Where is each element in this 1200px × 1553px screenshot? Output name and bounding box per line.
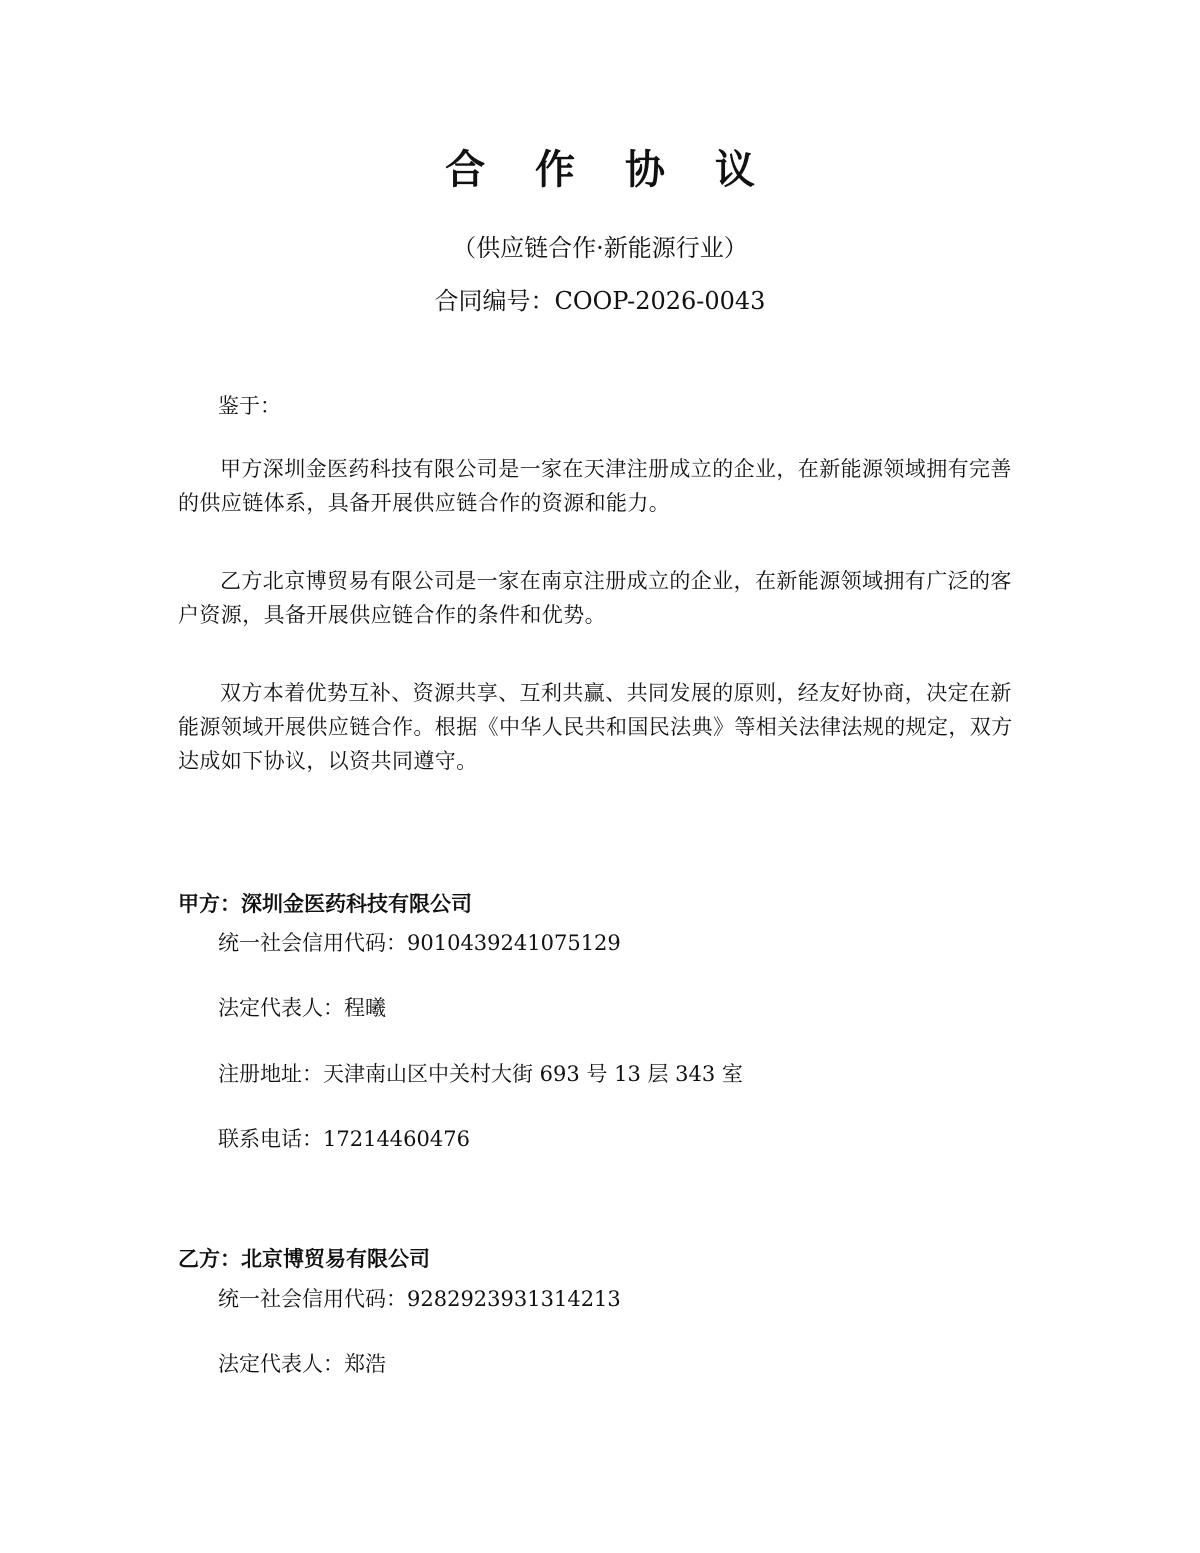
party-a-credit-code: 统一社会信用代码：9010439241075129 bbox=[218, 931, 621, 955]
party-a-address: 注册地址：天津南山区中关村大街 693 号 13 层 343 室 bbox=[218, 1062, 743, 1086]
contract-number: 合同编号：COOP-2026-0043 bbox=[434, 287, 766, 315]
document-title: 合 作 协 议 bbox=[445, 147, 773, 193]
party-a-phone: 联系电话：17214460476 bbox=[218, 1127, 470, 1151]
party-a-title: 甲方：深圳金医药科技有限公司 bbox=[178, 892, 472, 916]
document-subtitle: （供应链合作·新能源行业） bbox=[452, 234, 748, 262]
party-b-legal-rep: 法定代表人：郑浩 bbox=[218, 1352, 386, 1376]
party-b-credit-code: 统一社会信用代码：9282923931314213 bbox=[218, 1287, 621, 1311]
paragraph-agreement-basis: 双方本着优势互补、资源共享、互利共赢、共同发展的原则，经友好协商，决定在新能源领域开展供应链合作。根据《中华人民共和国民法典》等相关法律法规的规定，双方达成如下协议，以资共同遵守。 bbox=[178, 681, 1013, 773]
party-b-title: 乙方：北京博贸易有限公司 bbox=[178, 1247, 430, 1271]
paragraph-party-a-intro: 甲方深圳金医药科技有限公司是一家在天津注册成立的企业，在新能源领域拥有完善的供应链体系，具备开展供应链合作的资源和能力。 bbox=[178, 457, 1012, 515]
whereas-heading: 鉴于： bbox=[218, 394, 281, 418]
party-a-legal-rep: 法定代表人：程曦 bbox=[218, 996, 386, 1020]
paragraph-party-b-intro: 乙方北京博贸易有限公司是一家在南京注册成立的企业，在新能源领域拥有广泛的客户资源，具备开展供应链合作的条件和优势。 bbox=[178, 569, 1012, 627]
